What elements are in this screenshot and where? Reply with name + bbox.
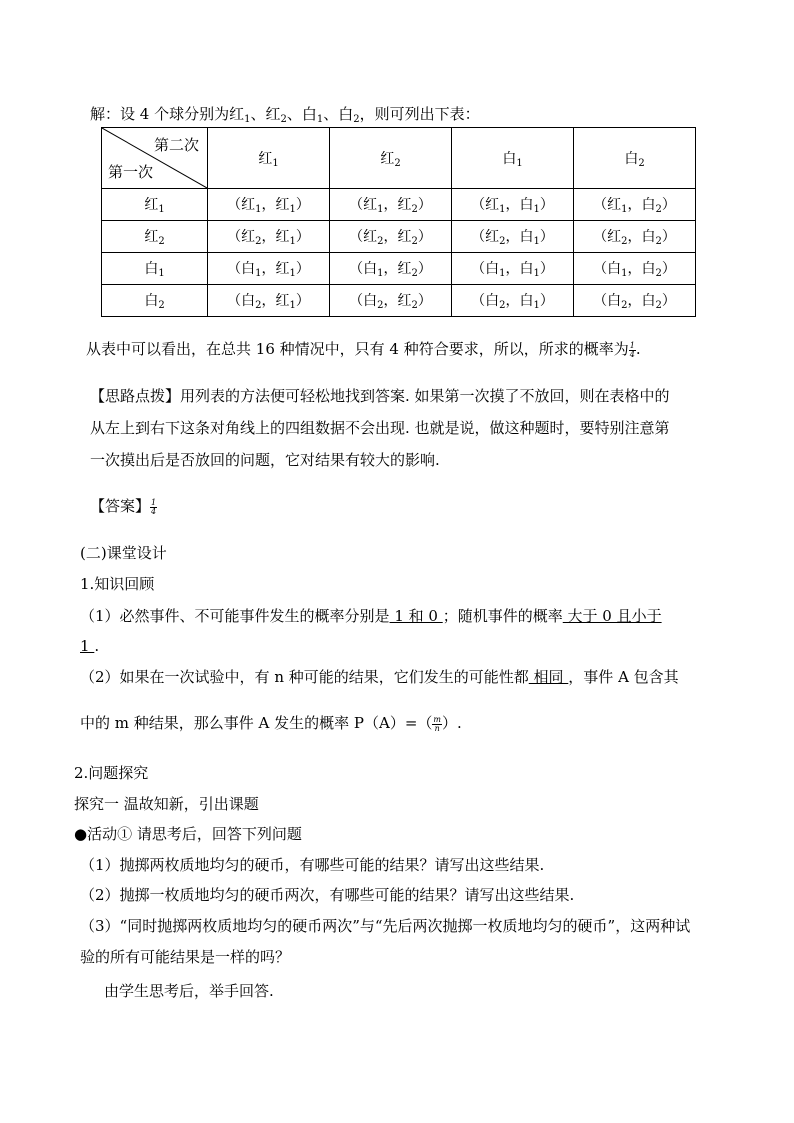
- table-cell: [574, 189, 696, 221]
- cell-text: ）: [417, 261, 432, 277]
- header-text: 红: [258, 150, 273, 167]
- fraction-numerator: 1: [151, 497, 157, 507]
- table-header-row: [102, 128, 696, 189]
- sub: 1: [533, 300, 540, 311]
- corner-top-label: 第二次: [153, 136, 199, 154]
- cell-text: （红: [227, 197, 256, 213]
- cell-text: ，红: [261, 293, 290, 309]
- table-body: [102, 189, 696, 317]
- q2-answer-blank: 相同: [528, 668, 569, 686]
- cell-text: ）: [295, 197, 310, 213]
- section-title: (二)课堂设计: [80, 544, 167, 562]
- table-cell: [208, 253, 330, 285]
- cell-text: ，红: [383, 261, 412, 277]
- cell-text: ，白: [627, 229, 656, 245]
- sub: 2: [411, 204, 418, 215]
- cell-text: （白: [349, 293, 378, 309]
- sub: 1: [289, 268, 296, 279]
- cell-text: ）: [539, 261, 554, 277]
- cell-text: ）: [295, 293, 310, 309]
- cell-text: ）: [295, 261, 310, 277]
- fraction: [150, 499, 157, 516]
- cell-text: ）: [661, 197, 676, 213]
- tips-line-3: 一次摸出后是否放回的问题，它对结果有较大的影响.: [90, 451, 440, 469]
- sub: 2: [158, 300, 165, 311]
- sub: 2: [411, 300, 418, 311]
- row-header-text: 红: [144, 229, 159, 245]
- sub: 1: [158, 268, 165, 279]
- intro-sep: 、白: [286, 105, 317, 123]
- cell-text: （白: [471, 261, 500, 277]
- table-cell: [330, 189, 452, 221]
- sub: 2: [158, 236, 165, 247]
- sub: 2: [621, 236, 628, 247]
- sub: 1: [377, 268, 384, 279]
- table-cell: [208, 221, 330, 253]
- answer-line: [90, 496, 157, 516]
- sub: 1: [289, 236, 296, 247]
- cell-text: （红: [349, 197, 378, 213]
- sub: 2: [621, 300, 628, 311]
- cell-text: ，红: [261, 229, 290, 245]
- q1-answer-blank-2-cont: 1: [80, 637, 95, 655]
- sub: 1: [272, 157, 279, 169]
- corner-bottom-label: 第一次: [108, 163, 154, 181]
- cell-text: ）: [539, 229, 554, 245]
- fraction: [432, 716, 442, 733]
- table-cell: [452, 285, 574, 317]
- table-cell: [330, 253, 452, 285]
- cell-text: ，红: [261, 197, 290, 213]
- column-header: [330, 128, 452, 189]
- table-row: [102, 189, 696, 221]
- fraction: [629, 342, 636, 359]
- sub: 2: [655, 300, 662, 311]
- question-3-line-1: （3）“同时抛掷两枚质地均匀的硬币两次”与“先后两次抛掷一枚质地均匀的硬币”，这两种试: [80, 917, 691, 935]
- cell-text: ，红: [261, 261, 290, 277]
- sub: 2: [377, 236, 384, 247]
- cell-text: ，红: [383, 197, 412, 213]
- cell-text: ，白: [505, 229, 534, 245]
- conclusion-end: .: [635, 340, 641, 358]
- intro-sep: 、红: [250, 105, 281, 123]
- sub: 1: [316, 114, 324, 125]
- explore-title: 2.问题探究: [74, 764, 149, 782]
- table-row: [102, 285, 696, 317]
- table-cell: [208, 285, 330, 317]
- teacher-note: 由学生思考后，举手回答.: [104, 982, 274, 1000]
- header-text: 白: [502, 150, 517, 167]
- cell-text: （红: [593, 229, 622, 245]
- table-cell: [574, 221, 696, 253]
- cell-text: ）: [417, 293, 432, 309]
- cell-text: （白: [471, 293, 500, 309]
- table-cell: [452, 189, 574, 221]
- subsection-title: 1.知识回顾: [80, 575, 155, 593]
- q1-answer-blank-2: 大于 0 且小于: [562, 607, 662, 625]
- sub: 2: [255, 236, 262, 247]
- cell-text: ）: [661, 229, 676, 245]
- tips-line-2: 从左上到右下这条对角线上的四组数据不会出现. 也就是说，做这种题时，要特别注意第: [90, 419, 670, 437]
- sub: 1: [255, 204, 262, 215]
- q1-text: ；随机事件的概率: [442, 607, 563, 625]
- q2-text: ）.: [442, 714, 462, 732]
- sub: 2: [377, 300, 384, 311]
- sub: 1: [533, 236, 540, 247]
- q2-text: （2）如果在一次试验中，有 n 种可能的结果，它们发生的可能性都: [80, 668, 529, 686]
- q1-line-1: [80, 606, 662, 626]
- sub: 1: [533, 268, 540, 279]
- cell-text: ）: [295, 229, 310, 245]
- cell-text: ）: [661, 293, 676, 309]
- row-header-text: 白: [144, 293, 159, 309]
- cell-text: ，白: [505, 197, 534, 213]
- q2-line-2: [80, 713, 462, 733]
- corner-cell: [102, 128, 208, 189]
- fraction-numerator: 1: [629, 340, 635, 350]
- header-text: 红: [380, 150, 395, 167]
- q2-text: 中的 m 种结果，那么事件 A 发生的概率 P（A）=（: [80, 714, 433, 732]
- activity-heading: ●活动① 请思考后，回答下列问题: [74, 825, 302, 843]
- cell-text: （白: [349, 261, 378, 277]
- cell-text: （白: [227, 261, 256, 277]
- cell-text: ，红: [383, 293, 412, 309]
- conclusion-text: 从表中可以看出，在总共 16 种情况中，只有 4 种符合要求，所以，所求的概率为: [86, 340, 629, 358]
- question-3-line-2: 验的所有可能结果是一样的吗？: [80, 948, 291, 966]
- cell-text: （红: [349, 229, 378, 245]
- sub: 2: [499, 300, 506, 311]
- cell-text: ，白: [505, 293, 534, 309]
- sub: 2: [655, 268, 662, 279]
- table-cell: [574, 253, 696, 285]
- fraction-denominator: 4: [629, 349, 635, 359]
- row-header-text: 红: [144, 197, 159, 213]
- intro-lead: 解：设 4 个球分别为红: [90, 105, 245, 123]
- sub: 2: [411, 268, 418, 279]
- sub: 1: [244, 114, 251, 125]
- column-header: [574, 128, 696, 189]
- sub: 1: [377, 204, 384, 215]
- conclusion-line: [86, 339, 641, 359]
- table-cell: [452, 253, 574, 285]
- cell-text: ，白: [627, 261, 656, 277]
- cell-text: （红: [471, 229, 500, 245]
- fraction-numerator: m: [433, 714, 441, 724]
- column-header: [452, 128, 574, 189]
- sub: 2: [394, 157, 401, 169]
- q1-answer-blank-1: 1 和 0: [389, 607, 443, 625]
- sub: 1: [516, 157, 523, 169]
- q1-line-2: [80, 636, 99, 656]
- cell-text: ，白: [627, 293, 656, 309]
- cell-text: ，白: [505, 261, 534, 277]
- cell-text: （红: [227, 229, 256, 245]
- cell-text: （红: [593, 197, 622, 213]
- sub: 2: [655, 204, 662, 215]
- row-header-text: 白: [144, 261, 159, 277]
- fraction-denominator: n: [434, 723, 440, 733]
- answer-label: 【答案】: [90, 497, 151, 515]
- explore-subtitle: 探究一 温故知新，引出课题: [74, 795, 259, 813]
- cell-text: ）: [417, 197, 432, 213]
- sub: 2: [353, 114, 360, 125]
- table-cell: [208, 189, 330, 221]
- table-cell: [574, 285, 696, 317]
- sub: 1: [621, 268, 628, 279]
- sub: 2: [280, 114, 287, 125]
- table-cell: [330, 221, 452, 253]
- fraction-denominator: 4: [151, 506, 157, 516]
- sub: 1: [499, 268, 506, 279]
- cell-text: （白: [593, 261, 622, 277]
- row-header: [102, 189, 208, 221]
- sub: 2: [411, 236, 418, 247]
- cell-text: ，白: [627, 197, 656, 213]
- outcome-table: [101, 127, 696, 317]
- tips-line-1: 【思路点拨】用列表的方法便可轻松地找到答案. 如果第一次摸了不放回，则在表格中的: [90, 387, 670, 405]
- table-row: [102, 253, 696, 285]
- cell-text: ）: [539, 293, 554, 309]
- sub: 2: [255, 300, 262, 311]
- q2-text: ，事件 A 包含其: [568, 668, 679, 686]
- sub: 1: [255, 268, 262, 279]
- header-text: 白: [624, 150, 639, 167]
- q1-end: .: [94, 637, 100, 655]
- q1-text: （1）必然事件、不可能事件发生的概率分别是: [80, 607, 390, 625]
- cell-text: ）: [661, 261, 676, 277]
- intro-sep: 、白: [323, 105, 354, 123]
- sub: 1: [158, 204, 165, 215]
- cell-text: ）: [417, 229, 432, 245]
- cell-text: （白: [593, 293, 622, 309]
- sub: 1: [621, 204, 628, 215]
- question-2: （2）抛掷一枚质地均匀的硬币两次，有哪些可能的结果？请写出这些结果.: [80, 886, 575, 904]
- sub: 1: [499, 204, 506, 215]
- row-header: [102, 221, 208, 253]
- row-header: [102, 253, 208, 285]
- cell-text: （红: [471, 197, 500, 213]
- cell-text: ）: [539, 197, 554, 213]
- column-header: [208, 128, 330, 189]
- table-cell: [330, 285, 452, 317]
- sub: 1: [533, 204, 540, 215]
- sub: 1: [289, 300, 296, 311]
- intro-tail: ，则可列出下表：: [359, 105, 480, 123]
- question-1: （1）抛掷两枚质地均匀的硬币，有哪些可能的结果？请写出这些结果.: [80, 856, 545, 874]
- sub: 1: [289, 204, 296, 215]
- row-header: [102, 285, 208, 317]
- table-row: [102, 221, 696, 253]
- table-cell: [452, 221, 574, 253]
- sub: 2: [499, 236, 506, 247]
- sub: 2: [655, 236, 662, 247]
- cell-text: （白: [227, 293, 256, 309]
- q2-line-1: [80, 667, 679, 687]
- cell-text: ，红: [383, 229, 412, 245]
- sub: 2: [638, 157, 645, 169]
